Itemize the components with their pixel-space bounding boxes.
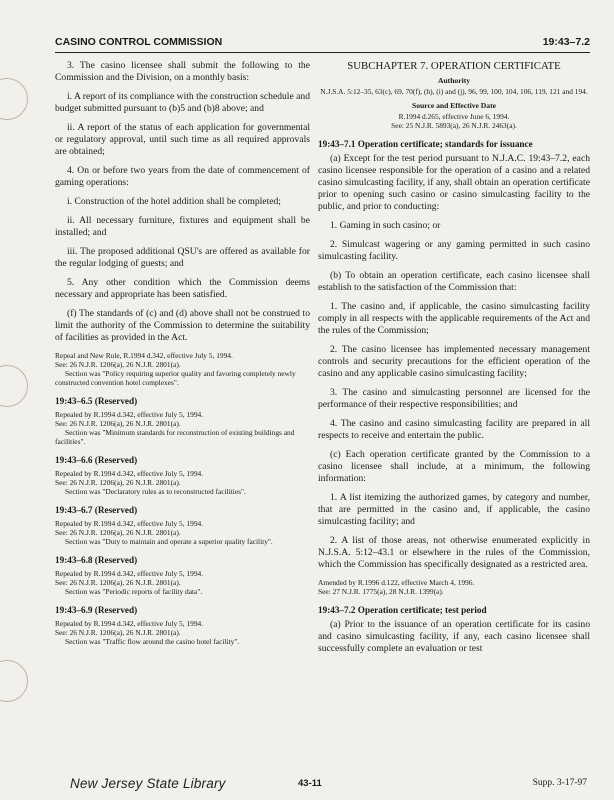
paragraph: (b) To obtain an operation certificate, each casino licensee shall establish to the satisfaction of the Commission that: <box>318 270 590 293</box>
note-line: Section was "Duty to maintain and operate a superior quality facility". <box>65 537 273 546</box>
paragraph: 2. A list of those areas, not otherwise enumerated explicitly in N.J.S.A. 5:12–43.1 or elsewhere in the rules of the Commission, which the Commission has specifically designated as a restricted area. <box>318 535 590 570</box>
left-column <box>55 60 310 646</box>
header-rule <box>55 52 590 53</box>
note-line: Section was "Periodic reports of facility data". <box>65 587 203 596</box>
paragraph: i. A report of its compliance with the construction schedule and budget submitted pursuant to (b)5 and (b)8 above; and <box>55 91 310 114</box>
note-line: See: 26 N.J.R. 1206(a), 26 N.J.R. 2801(a). <box>55 578 181 587</box>
running-header <box>55 36 590 50</box>
authority-heading: Authority <box>437 76 471 85</box>
note-line: Section was "Traffic flow around the casino hotel facility". <box>65 637 240 646</box>
binder-hole <box>0 660 28 702</box>
authority-text: N.J.S.A. 5:12–35, 63(c), 69, 70(f), (h), (i) and (j), 96, 99, 100, 104, 106, 119, 121 and 194. <box>320 87 588 96</box>
note-line: Repealed by R.1994 d.342, effective July 5, 1994. <box>55 619 204 628</box>
paragraph: (f) The standards of (c) and (d) above shall not be construed to limit the authority of the Commission to determine the suitability of facilities as provided in the Act. <box>55 308 310 343</box>
paragraph: 3. The casino and simulcasting personnel are licensed for the performance of their respective responsibilities; and <box>318 387 590 410</box>
source-line: R.1994 d.265, effective June 6, 1994. <box>398 112 510 121</box>
paragraph: 1. A list itemizing the authorized games, by category and number, that are permitted in the casino and, if applicable, the casino simulcasting facility; and <box>318 492 590 527</box>
note-line: See: 26 N.J.R. 1206(a), 26 N.J.R. 2801(a). <box>55 528 181 537</box>
paragraph: 4. On or before two years from the date of commencement of gaming operations: <box>55 165 310 188</box>
section-heading: 19:43–6.6 (Reserved) <box>55 455 138 465</box>
paragraph: 2. Simulcast wagering or any gaming permitted in such casino simulcasting facility. <box>318 239 590 262</box>
paragraph: (c) Each operation certificate granted by the Commission to a casino licensee shall include, at a minimum, the following information: <box>318 449 590 484</box>
note-line: Section was "Declaratory rules as to reconstructed facilities". <box>65 487 246 496</box>
section-heading: 19:43–6.7 (Reserved) <box>55 505 138 515</box>
paragraph: 5. Any other condition which the Commission deems necessary and appropriate has been satisfied. <box>55 277 310 300</box>
section-heading: 19:43–6.9 (Reserved) <box>55 605 138 615</box>
library-stamp: New Jersey State Library <box>70 776 226 791</box>
note-line: Section was "Policy requiring superior quality and favoring completely newly constructed convention hotel complexes". <box>55 369 296 387</box>
note-line: See: 26 N.J.R. 1206(a), 26 N.J.R. 2801(a). <box>55 360 181 369</box>
paragraph: iii. The proposed additional QSU's are offered as available for the regular lodging of guests; and <box>55 246 310 269</box>
section-heading: 19:43–7.1 Operation certificate; standards for issuance <box>318 139 533 149</box>
note-line: See: 26 N.J.R. 1206(a), 26 N.J.R. 2801(a). <box>55 419 181 428</box>
page-footer <box>0 776 614 796</box>
paragraph: 1. The casino and, if applicable, the casino simulcasting facility comply in all respects with the applicable requirements of the Act and the rules of the Commission; <box>318 301 590 336</box>
source-heading: Source and Effective Date <box>411 101 496 110</box>
supplement-date: Supp. 3-17-97 <box>532 778 587 788</box>
paragraph: 2. The casino licensee has implemented necessary management controls and security precautions for the efficient operation of the casino and any applicable casino simulcasting facility; <box>318 344 590 379</box>
section-heading: 19:43–6.8 (Reserved) <box>55 555 138 565</box>
note-line: Repealed by R.1994 d.342, effective July 5, 1994. <box>55 519 204 528</box>
paragraph: 4. The casino and casino simulcasting facility are prepared in all respects to receive and entertain the public. <box>318 418 590 441</box>
paragraph: ii. All necessary furniture, fixtures and equipment shall be installed; and <box>55 215 310 238</box>
page-number: 43-11 <box>298 778 322 789</box>
note-line: Repealed by R.1994 d.342, effective July 5, 1994. <box>55 469 204 478</box>
subchapter-title: SUBCHAPTER 7. OPERATION CERTIFICATE <box>347 60 561 72</box>
right-column <box>318 60 590 662</box>
note-line: See: 26 N.J.R. 1206(a), 26 N.J.R. 2801(a). <box>55 478 181 487</box>
section-heading: 19:43–7.2 Operation certificate; test period <box>318 605 487 615</box>
note-line: See: 26 N.J.R. 1206(a), 26 N.J.R. 2801(a). <box>55 628 181 637</box>
source-line: See: 25 N.J.R. 5893(a), 26 N.J.R. 2463(a). <box>391 121 517 130</box>
paragraph: ii. A report of the status of each application for governmental or regulatory approval, until such time as all required approvals are obtained; <box>55 122 310 157</box>
paragraph: 3. The casino licensee shall submit the following to the Commission and the Division, on a monthly basis: <box>55 60 310 83</box>
paragraph: (a) Except for the test period pursuant to N.J.A.C. 19:43–7.2, each casino licensee responsible for the operation of a casino and a related casino simulcasting facility, if any, shall obtain an operation certificate prior to opening such casino or casino simulcasting facility to the public, and prior to conducting: <box>318 153 590 212</box>
binder-hole <box>0 365 28 407</box>
note-line: Section was "Minimum standards for reconstruction of existing buildings and facilities". <box>55 428 295 446</box>
section-heading: 19:43–6.5 (Reserved) <box>55 396 138 406</box>
note-line: See: 27 N.J.R. 1775(a), 28 N.J.R. 1399(a). <box>318 587 444 596</box>
note-line: Amended by R.1996 d.122, effective March 4, 1996. <box>318 578 475 587</box>
paragraph: 1. Gaming in such casino; or <box>330 220 441 231</box>
history-note <box>55 351 310 387</box>
paragraph: (a) Prior to the issuance of an operation certificate for its casino and casino simulcasting facility, if any, each casino licensee shall successfully complete an evaluation or test <box>318 619 590 654</box>
note-line: Repealed by R.1994 d.342, effective July 5, 1994. <box>55 410 204 419</box>
binder-hole <box>0 78 28 120</box>
header-title: CASINO CONTROL COMMISSION <box>55 36 223 48</box>
paragraph: i. Construction of the hotel addition shall be completed; <box>67 196 281 207</box>
note-line: Repeal and New Rule, R.1994 d.342, effective July 5, 1994. <box>55 351 233 360</box>
note-line: Repealed by R.1994 d.342, effective July 5, 1994. <box>55 569 204 578</box>
header-section: 19:43–7.2 <box>542 36 590 48</box>
